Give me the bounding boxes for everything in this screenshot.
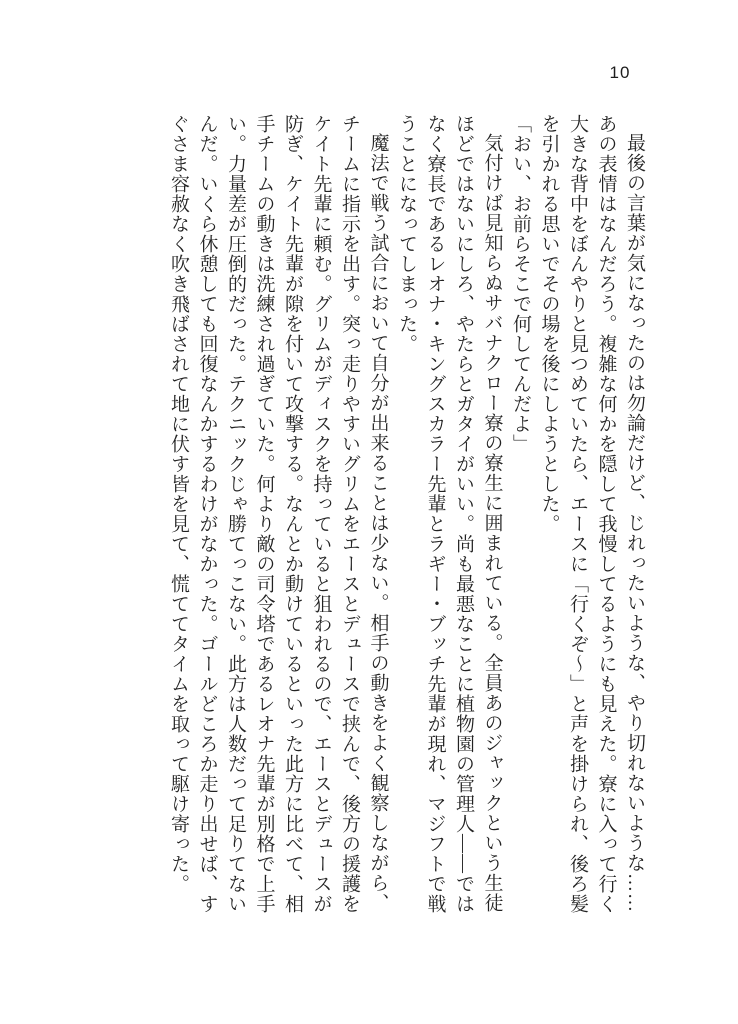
paragraph-4: 魔法で戦う試合において自分が出来ることは少ない。相手の動きをよく観察しながら、チームに指示を出す。突っ走りやすいグリムをエースとデュースで挟んで、後方の援護をケイト先輩に頼む。グリムがディスクを持っていると狙われるので、エースとデュースが防ぎ、ケイト先輩が隙を付いて攻撃する。なんとか動けているといった此方に比べて、相手チームの動きは洗練され過ぎていた。何より敵の司令塔であるレオナ先輩が別格で上手い。力量差が圧倒的だった。テクニックじゃ勝てっこない。此方は人数だって足りてないんだ。いくら休憩しても回復なんかするわけがなかった。ゴールどころか走り出せば、すぐさま容赦なく吹き飛ばされて地に伏す皆を見て、慌ててタイムを取って駆け寄った。 <box>168 114 389 914</box>
paragraph-2-dialogue: 「おい、お前らそこで何してんだよ」 <box>510 114 531 454</box>
page-number: 10 <box>609 63 631 82</box>
paragraph-3: 気付けば見知らぬサバナクロー寮の寮生に囲まれている。全員あのジャックという生徒ほどではないにしろ、やたらとガタイがいい。尚も最悪なことに植物園の管理人――ではなく寮長であるレオナ・キングスカラー先輩とラギー・ブッチ先輩が現れ、マジフトで戦うことになってしまった。 <box>396 114 503 914</box>
body-text <box>164 114 649 914</box>
paragraph-1: 最後の言葉が気になったのは勿論だけど、じれったいような、やり切れないような……あの表情はなんだろう。複雑な何かを隠して我慢してるようにも見えた。寮に入って行く大きな背中をぼんやりと見つめていたら、エースに「行くぞ～」と声を掛けられ、後ろ髪を引かれる思いでその場を後にしようとした。 <box>538 114 645 914</box>
